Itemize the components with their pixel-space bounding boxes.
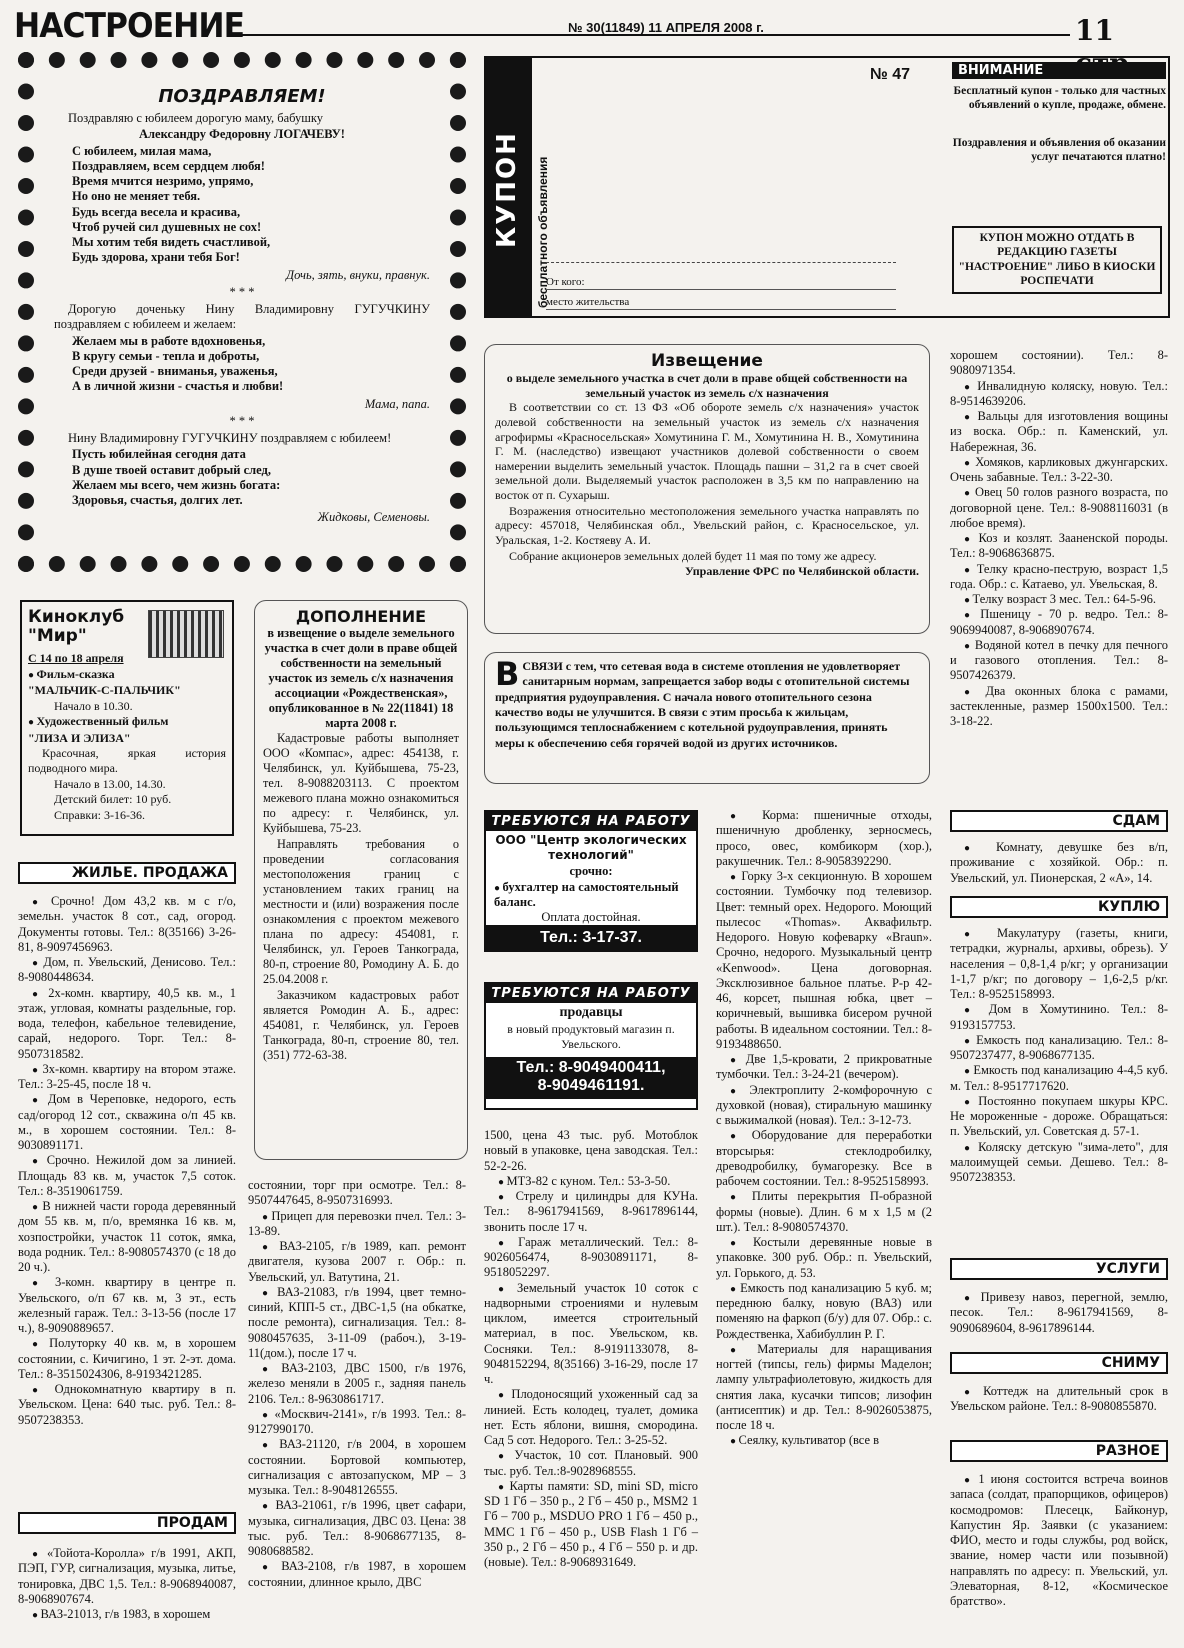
classified-item: ● Участок, 10 сот. Плановый. 900 тыс. руб. Тел.:8-9028968555. (484, 1448, 698, 1479)
verse-line: Время мчится незримо, упрямо, (72, 174, 254, 188)
congratulations-block (18, 52, 466, 572)
verse-line: Чтоб ручей сил душевных не сох! (72, 219, 262, 234)
coupon-title: КУПОН (492, 131, 522, 248)
notice-addendum (254, 600, 468, 1160)
verse-line: Будь всегда весела и красива, (72, 204, 241, 219)
addendum-title: ДОПОЛНЕНИЕ (295, 607, 427, 626)
attention-title: ВНИМАНИЕ (952, 62, 1166, 79)
classified-item: ● Коттедж на длительный срок в Увельском районе. Тел.: 8-9080855870. (950, 1384, 1168, 1415)
job-ad-heading: ТРЕБУЮТСЯ НА РАБОТУ (486, 812, 696, 831)
rent-list (950, 840, 1168, 886)
congrats-intro: Нину Владимировну ГУГУЧКИНУ поздравляем с юбилеем! (68, 431, 392, 445)
film-name: "ЛИЗА И ЭЛИЗА" (28, 730, 131, 745)
classified-item: ● Дом в Череповке, недорого, есть сад/огород 12 сот., скважина о/п 45 кв. м., в хорошем состоянии. Тел.: 8-9030891171. (18, 1092, 236, 1153)
job-location: в новый продуктовый магазин п. Увельского. (507, 1022, 675, 1051)
classified-item: ● Оборудование для переработки вторсырья: стеклодробилку, древодробилку, бумагорезку. Все в рабочем состоянии. Тел.: 8-9525158993. (716, 1128, 932, 1189)
classified-item: ● ВАЗ-2108, г/в 1987, в хорошем состоянии, длинное крыло, ДВС (248, 1559, 466, 1590)
verse-line: Будь здорова, храни тебя Бог! (72, 250, 240, 265)
verse-line: С юбилеем, милая мама, (72, 143, 212, 158)
water-notice (484, 652, 930, 784)
section-rent: СДАМ (950, 810, 1168, 832)
notice-subtitle: о выделе земельного участка в счет доли в праве общей собственности на земельный участок из земель с/х назначения (506, 371, 908, 400)
classified-item: ● Земельный участок 10 соток с надворными строениями и нулевым циклом, имеется строительный материал, в пос. Увельском, кв. Сосняки. Тел.: 8-9191133078, 8-9048152294, 8(35166) 3-16-29, после 17 ч. (484, 1281, 698, 1388)
film-time: Начало в 13.00, 14.30. (54, 776, 166, 791)
classified-item: ● Карты памяти: SD, mini SD, micro SD 1 Гб – 350 р., 2 Гб – 450 р., MSM2 1 Гб – 700 р., MSDUO PRO 1 Гб – 450 р., MMC 1 Гб – 450 р., USB Flash 1 Гб – 350 р., 2 Гб – 450 р., 4 Гб – 550 р. и др. (новые). Тел.: 8-9068931649. (484, 1479, 698, 1571)
classified-item: ● Горку 3-х секционную. В хорошем состоянии. Тумбочку под телевизор. Цвет: темный орех. Недорого. Моющий пылесос «Thomas». Аквафильтр. Недорого. Новую кофеварку «Braun». Срочно, недорого. Музыкальный центр «Kenwood». Цена договорная. Эксклюзивное бальное платье. Р-р 42-46, корсет, пышная юбка, цвет – коричневый, вышивка бисером ручной работы. В идеальном состоянии. Тел.: 8-9193488650. (716, 869, 932, 1052)
classified-item: ● ВАЗ-2105, г/в 1989, кап. ремонт двигателя, кузова 2007 г. Обр.: п. Увельский, ул. Ватутина, 21. (248, 1239, 466, 1285)
section-sell: ПРОДАМ (18, 1512, 236, 1534)
sell-list (18, 1546, 236, 1622)
classified-item: 1500, цена 43 тыс. руб. Мотоблок новый в упаковке, цена заводская. Тел.: 52-2-26. (484, 1128, 698, 1173)
congrats-verse (54, 447, 430, 508)
classified-item: ● Сеялку, культиватор (все в (716, 1433, 932, 1448)
notice-paragraph: Собрание акционеров земельных долей будет 11 мая по тому же адресу. (509, 548, 877, 563)
classified-item: ● «Тойота-Королла» г/в 1991, АКП, ПЭП, ГУР, сигнализация, музыка, литье, тонировка, ДВС 1,5. Тел.: 8-9068940087, 8-9068907674. (18, 1546, 236, 1607)
congrats-title: ПОЗДРАВЛЯЕМ! (158, 86, 326, 107)
housing-list (18, 894, 236, 1428)
misc-list (950, 1472, 1168, 1609)
congrats-verse (54, 144, 430, 266)
classified-item: ● МТЗ-82 с куном. Тел.: 53-3-50. (484, 1174, 698, 1189)
issue-number: № 30(11849) 11 АПРЕЛЯ 2008 г. (568, 20, 764, 35)
verse-line: Среди друзей - вниманья, уваженья, (72, 364, 278, 378)
job-position: бухгалтер на самостоятельный баланс. (494, 879, 679, 909)
sell-list-col5 (950, 348, 1168, 729)
classified-item: ● ВАЗ-21061, г/в 1996, цвет сафари, музыка, сигнализация, ДВС 03. Цена: 38 тыс. руб. Тел.: 8-9068677135, 8-9080688582. (248, 1498, 466, 1559)
free-ad-coupon (484, 56, 1170, 318)
addendum-paragraph: Кадастровые работы выполняет ООО «Компас», адрес: 454138, г. Челябинск, ул. Куйбышева, 75-23, тел. 8-9088203113. С проектом межевого плана можно ознакомиться по адресу: г. Челябинск, ул. Куйбышева, 75-23. (263, 731, 459, 835)
classified-item: ● ВАЗ-21013, г/в 1983, в хорошем (18, 1607, 236, 1622)
classified-item: состоянии, торг при осмотре. Тел.: 8-9507447645, 8-9507316993. (248, 1178, 466, 1208)
addendum-paragraph: Заказчиком кадастровых работ является Ромодин А. Б., адрес: 454081, г. Челябинск, ул. Героев Танкограда, 80-п, строение 80, тел. (351) 772-63-38. (263, 988, 459, 1062)
classified-item: ● «Москвич-2141», г/в 1993. Тел.: 8-9127990170. (248, 1407, 466, 1438)
classified-item: ● Емкость под канализацию. Тел.: 8-9507237477, 8-9068677135. (950, 1033, 1168, 1064)
job-phone: Тел.: 3-17-37. (486, 925, 696, 951)
verse-line: Пусть юбилейная сегодня дата (72, 447, 246, 462)
classified-item: ● Коз и козлят. Зааненской породы. Тел.: 8-9068636875. (950, 531, 1168, 562)
job-ad-heading: ТРЕБУЮТСЯ НА РАБОТУ (486, 984, 696, 1003)
classified-item: ● Телку возраст 3 мес. Тел.: 64-5-96. (950, 592, 1168, 607)
addendum-paragraph: Направлять требования о проведении согласования местоположения границ с установлением таких границ на местности и (или) возражения после ознакомления с проектом межевого плана по адресу: 454081, г. Челябинск, ул. Героев Танкограда, 80-п, строение 80, Ромодину А. Б. до 25.04.2008 г. (263, 837, 459, 986)
coupon-from-field[interactable] (546, 276, 896, 290)
verse-line: Желаем мы в работе вдохновенья, (72, 333, 266, 348)
attention-text: Поздравления и объявления об оказании услуг печатаются платно! (952, 137, 1166, 164)
cinema-info: Справки: 3-16-36. (54, 807, 145, 822)
classified-item: ● 1 июня состоится встреча воинов запаса (солдат, прапорщиков, офицеров) космодромов: Плесецк, Байконур, Капустин Яр. Заявки (с указанием: ФИО, место и годы службы, род войск, звание, номер части или позывной) направлять по адресу: п. Увельский, ул. Элеваторная, 8-12, «Космическое братство». (950, 1472, 1168, 1609)
classified-item: ● Коляску детскую "зима-лето", для малоимущей семьи. Дешево. Тел.: 8-9507238353. (950, 1140, 1168, 1186)
classified-item: ● 3х-комн. квартиру на втором этаже. Тел.: 3-25-45, после 18 ч. (18, 1062, 236, 1093)
classified-item: ● ВАЗ-2103, ДВС 1500, г/в 1976, железо меняли в 2005 г., задняя панель 2106. Тел.: 8-9630861717. (248, 1361, 466, 1407)
classified-item: ● Инвалидную коляску, новую. Тел.: 8-9514639206. (950, 379, 1168, 410)
notice-paragraph: В соответствии со ст. 13 ФЗ «Об обороте земель с/х назначения» участок долевой собственности на земельный участок из земель с/х назначения агрофирмы «Красносельская» Хомутинина Г. М., Хомутинина Н. В., Хомутинина Г. М. (наследство) извещают участников долевой собственности о своем намерении выделить земельный участок. Площадь пашни – 31,2 га в счет своей земельной доли. Выделяемый участок расположен в 3,5 км по направлению на восток от п. Сухарыш. (495, 400, 919, 502)
cinema-dates: С 14 по 18 апреля (28, 651, 124, 666)
cinema-building-image (148, 610, 224, 658)
sell-list-col4 (716, 808, 932, 1449)
congrats-intro: Дорогую доченьку Нину Владимировну ГУГУЧКИНУ поздравляем с юбилеем и желаем: (54, 302, 430, 332)
congrats-signature: Мама, папа. (364, 396, 430, 411)
separator-stars: * * * (229, 284, 255, 299)
job-phone: 8-9049461191. (486, 1077, 696, 1099)
cinema-title: Киноклуб "Мир" (28, 607, 125, 646)
film-name: "МАЛЬЧИК-С-ПАЛЬЧИК" (28, 683, 181, 698)
classified-item: ● Хомяков, карликовых джунгарских. Очень забавные. Тел.: 3-22-30. (950, 455, 1168, 486)
notice-title: Извещение (651, 351, 763, 371)
section-misc: РАЗНОЕ (950, 1440, 1168, 1462)
classified-item: ● Две 1,5-кровати, 2 прикроватные тумбочки. Тел.: 3-24-21 (вечером). (716, 1052, 932, 1083)
job-urgent: срочно: (569, 864, 613, 879)
congrats-intro: Поздравляю с юбилеем дорогую маму, бабушку (68, 111, 324, 125)
coupon-write-line (546, 262, 896, 263)
congrats-verse (54, 334, 430, 395)
verse-line: Здоровья, счастья, долгих лет. (72, 493, 243, 507)
classified-item: ● Стрелу и цилиндры для КУНа. Тел.: 8-9617941569, 8-9617896144, звонить после 17 ч. (484, 1189, 698, 1235)
addendum-subtitle: в извещение о выделе земельного участка в счет доли в праве общей собственности на земельный участок из земель с/х назначения ассоциации «Рождественская», опубликованное в № 22(11841) 18 марта 2008 г. (264, 626, 458, 730)
classified-item: ● Водяной котел в печку для печного и газового отопления. Тел.: 8-9507426379. (950, 638, 1168, 684)
congrats-signature: Дочь, зять, внуки, правнук. (286, 267, 430, 282)
section-rent-in: СНИМУ (950, 1352, 1168, 1374)
rent-in-list (950, 1384, 1168, 1415)
film-type: Фильм-сказка (36, 667, 115, 681)
coupon-subtitle: бесплатного объявления (536, 156, 550, 308)
job-ad-sellers (484, 982, 698, 1110)
classified-item: ● Овец 50 голов разного возраста, по договорной цене. Тел.: 8-9088116031 (в любое время). (950, 485, 1168, 531)
land-notice (484, 344, 930, 634)
newspaper-title: НАСТРОЕНИЕ (14, 6, 245, 46)
page-number: 11 (1075, 14, 1114, 47)
classified-item: ● Плодоносящий ухоженный сад за линией. Есть колодец, туалет, домика нет. Есть яблони, вишня, смородина. Сад 5 сот. Недорого. Тел.: 3-25-52. (484, 1387, 698, 1448)
verse-line: Мы хотим тебя видеть счастливой, (72, 235, 271, 249)
classified-item: ● Электроплиту 2-комфорочную с духовкой (новая), стиральную машинку с выжималкой (новая). Тел.: 3-12-73. (716, 1083, 932, 1129)
classified-item: ● 3-комн. квартиру в центре п. Увельского, о/п 67 кв. м, 3 эт., есть железный гараж. Тел.: 3-13-56 (после 17 ч.), 8-9090889657. (18, 1275, 236, 1336)
sell-list-col3 (484, 1128, 698, 1570)
classified-item: ● ВАЗ-21120, г/в 2004, в хорошем состоянии. Бортовой компьютер, сигнализация с автозапуском, MP – 3 музыка. Тел.: 8-9048126555. (248, 1437, 466, 1498)
verse-line: Желаем мы всего, чем жизнь богата: (72, 477, 281, 492)
verse-line: В кругу семьи - тепла и доброты, (72, 348, 260, 363)
classified-item: ● Срочно. Нежилой дом за линией. Площадь 83 кв. м, участок 7,5 соток. Тел.: 8-3519061759. (18, 1153, 236, 1199)
cinema-club-block (20, 600, 234, 836)
drop-cap: В (495, 655, 520, 693)
job-ad-accountant (484, 810, 698, 952)
section-buy: КУПЛЮ (950, 896, 1168, 918)
verse-line: В душе твоей оставит добрый след, (72, 462, 272, 477)
water-text: СВЯЗИ с тем, что сетевая вода в системе отопления не удовлетворяет санитарным нормам, запрещается забор воды с отопительной системы предприятия рудоуправления. С начала нового отопительного сезона качество воды не улучшится. В связи с этим просьба к жильцам, пользующимся теплоснабжением с котельной рудоуправления, принять меры к обеспечению себя горячей водой из других источников. (495, 659, 910, 750)
classified-item: ● Вальцы для изготовления вощины из воска. Обр.: п. Каменский, ул. Набережная, 36. (950, 409, 1168, 455)
classified-item: ● Однокомнатную квартиру в п. Увельском. Цена: 640 тыс. руб. Тел.: 8-9507238353. (18, 1382, 236, 1428)
film-description: Красочная, яркая история подводного мира. (28, 746, 226, 775)
coupon-dropoff-box: КУПОН МОЖНО ОТДАТЬ В РЕДАКЦИЮ ГАЗЕТЫ "НАСТРОЕНИЕ" ЛИБО В КИОСКИ РОСПЕЧАТИ (952, 226, 1162, 294)
classified-item: ● Емкость под канализацию 5 куб. м; переднюю балку, новую (ВАЗ) или поменяю на фаркоп (б/у) для 07. Обр.: с. Рождественка, Хабибуллин Р. Г. (716, 1281, 932, 1342)
sell-list-continued (248, 1178, 466, 1590)
classified-item: ● Полуторку 40 кв. м, в хорошем состоянии, с. Кичигино, 1 эт. 2-эт. дома. Тел.: 8-3515024306, 8-9193421285. (18, 1336, 236, 1382)
classified-item: ● Корма: пшеничные отходы, пшеничную дробленку, зерносмесь, просо, овес, комбикорм (хор.), ракушечник. Тел.: 8-9058392290. (716, 808, 932, 869)
separator-stars: * * * (229, 413, 255, 428)
services-list (950, 1290, 1168, 1336)
classified-item: ● Привезу навоз, перегной, землю, песок. Тел.: 8-9617941569, 8-9090689604, 8-9617896144. (950, 1290, 1168, 1336)
job-phone: Тел.: 8-9049400411, (486, 1057, 696, 1077)
classified-item: ● Дом, п. Увельский, Денисово. Тел.: 8-9080448634. (18, 955, 236, 986)
verse-line: А в личной жизни - счастья и любви! (72, 379, 284, 394)
congrats-name: Александру Федоровну ЛОГАЧЕВУ! (139, 127, 345, 142)
from-label: От кого: (546, 276, 585, 288)
classified-item: ● 2х-комн. квартиру, 40,5 кв. м., 1 этаж, угловая, комнаты раздельные, гор. вода, телефон, кабельное телевидение, сарай, недорого. Торг. Тел.: 8-9507318582. (18, 986, 236, 1062)
classified-item: ● Плиты перекрытия П-образной формы (новые). Длин. 6 м х 1,5 м (2 шт.). Тел.: 8-9080574370. (716, 1189, 932, 1235)
classified-item: ● Гараж металлический. Тел.: 8-9026056474, 8-9030891171, 8-9518052297. (484, 1235, 698, 1281)
section-services: УСЛУГИ (950, 1258, 1168, 1280)
coupon-bar (486, 58, 532, 316)
job-org: ООО "Центр экологических технологий" (495, 833, 687, 862)
coupon-place-field[interactable] (546, 296, 896, 310)
classified-item: ● Костыли деревянные новые в упаковке. 300 руб. Обр.: п. Увельский, ул. Горького, д. 53. (716, 1235, 932, 1281)
coupon-number: № 47 (870, 66, 911, 83)
job-position: продавцы (559, 1005, 623, 1020)
film-time: Начало в 10.30. (54, 698, 133, 713)
classified-item: ● Материалы для наращивания ногтей (типсы, гель) фирмы Маделон; лампу ультрафиолетовую, жидкость для снятия лака, кусачки типсов; лизофин (антисептик) и др. Тел.: 8-9026053875, после 18 ч. (716, 1342, 932, 1434)
notice-signature: Управление ФРС по Челябинской области. (684, 564, 919, 579)
notice-paragraph: Возражения относительно местоположения земельного участка направлять по адресу: 457018, Челябинская обл., Увельский район, с. Красносельское, ул. Уральская, 1-2. Костяеву А. И. (495, 503, 919, 547)
classified-item: ● Макулатуру (газеты, книги, тетрадки, журналы, архивы, обрезь). У населения – 0,8-1,4 р/кг; у организации 1-1,7 р/кг; по договору – 1,6-2,5 р/кг. Тел.: 8-9525158993. (950, 926, 1168, 1002)
buy-list (950, 926, 1168, 1185)
classified-item: ● ВАЗ-21083, г/в 1994, цвет темно-синий, КПП-5 ст., ДВС-1,5 (на обкатке, после ремонта), сигнализация. Тел.: 8-9080457635, 3-11-09 (рабоч.), 3-19-11(дом.), после 17 ч. (248, 1285, 466, 1361)
verse-line: Поздравляем, всем сердцем любя! (72, 158, 265, 173)
ticket-price: Детский билет: 10 руб. (54, 792, 172, 807)
film-type: Художественный фильм (36, 714, 169, 729)
classified-item: хорошем состоянии). Тел.: 8-9080971354. (950, 348, 1168, 378)
classified-item: ● Телку красно-пеструю, возраст 1,5 года. Обр.: с. Катаево, ул. Увельская, 8. (950, 562, 1168, 593)
section-housing-sale: ЖИЛЬЕ. ПРОДАЖА (18, 862, 236, 884)
classified-item: ● В нижней части города деревянный дом 55 кв. м, п/о, времянка 16 кв. м, хозпостройки, участок 11 соток, ямка, вода родник. Тел.: 8-9080574370 (с 18 до 20 ч.). (18, 1199, 236, 1275)
classified-item: ● Дом в Хомутинино. Тел.: 8-9193157753. (950, 1002, 1168, 1033)
job-pay: Оплата достойная. (541, 910, 641, 924)
classified-item: ● Два оконных блока с рамами, застекленные, размер 1500х1500. Тел.: 3-18-22. (950, 684, 1168, 730)
classified-item: ● Постоянно покупаем шкуры КРС. Не мороженные - дороже. Обращаться: п. Увельский, ул. Советская д. 57-1. (950, 1094, 1168, 1140)
congrats-signature: Жидковы, Семеновы. (317, 510, 430, 525)
classified-item: ● Срочно! Дом 43,2 кв. м с г/о, земельн. участок 8 сот., сад, огород. Документы готовы. Тел.: 8(35166) 3-26-81, 8-9097456963. (18, 894, 236, 955)
place-label: место жительства (546, 296, 630, 308)
verse-line: Но оно не меняет тебя. (72, 189, 201, 204)
attention-text: Бесплатный купон - только для частных объявлений о купле, продаже, обмене. (953, 85, 1166, 112)
classified-item: ● Комнату, девушке без в/п, проживание с хозяйкой. Обр.: п. Увельский, ул. Пионерская, 2 «А», 14. (950, 840, 1168, 886)
classified-item: ● Прицеп для перевозки пчел. Тел.: 3-13-89. (248, 1209, 466, 1240)
classified-item: ● Емкость под канализацию 4-4,5 куб. м. Тел.: 8-9517717620. (950, 1063, 1168, 1094)
classified-item: ● Пшеницу - 70 р. ведро. Тел.: 8-9069940087, 8-9068907674. (950, 607, 1168, 638)
